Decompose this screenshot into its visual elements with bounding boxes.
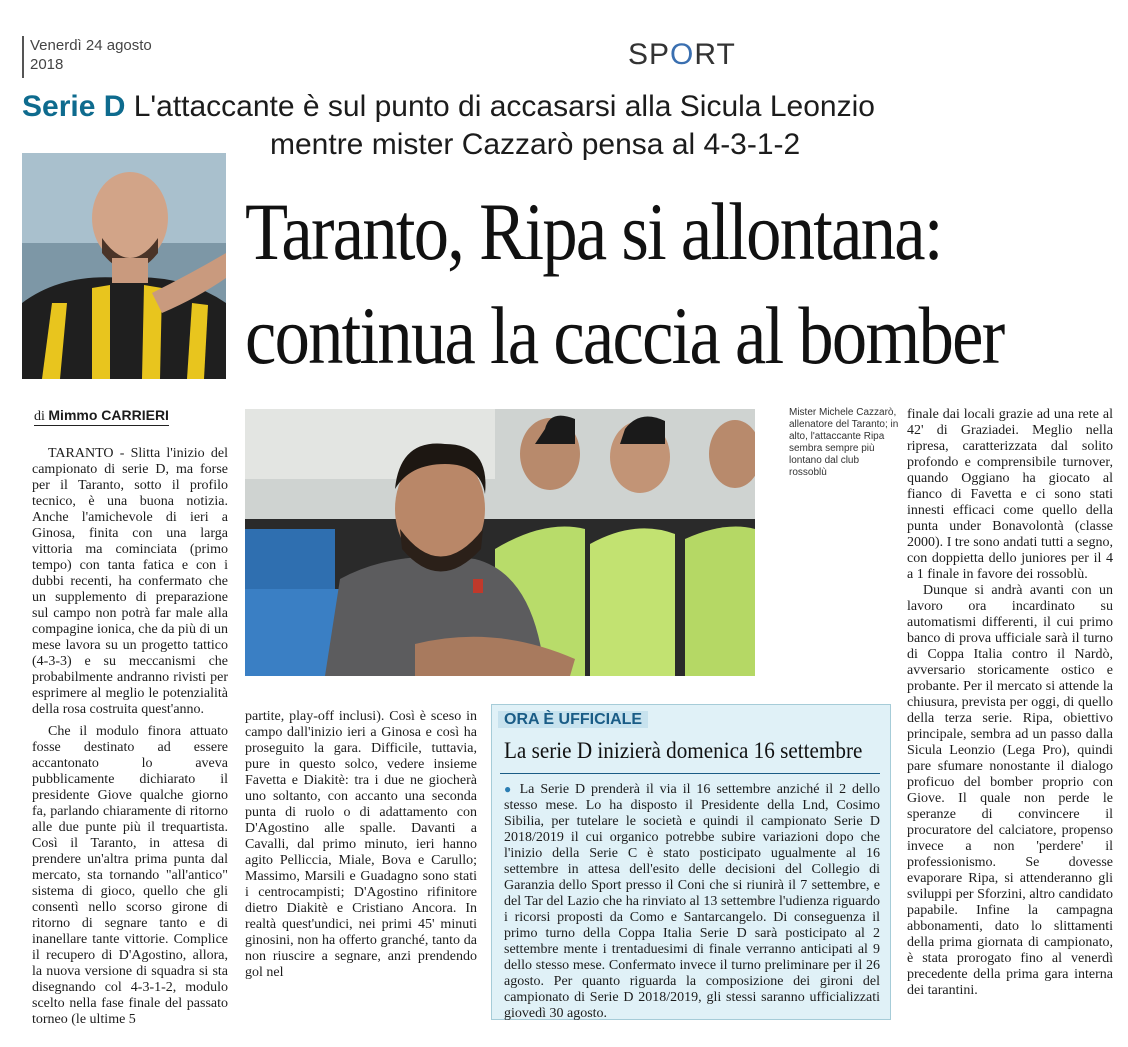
box-divider — [500, 773, 880, 774]
headline-line1: Taranto, Ripa si allontana: — [245, 186, 942, 277]
byline-author: Mimmo CARRIERI — [48, 407, 169, 423]
box-body — [504, 781, 880, 1022]
kicker: Serie D — [22, 90, 126, 123]
paragraph: partite, play-off inclusi). Così è sceso in campo dall'inizio ieri a Ginosa e così ha proseguito la gara. Difficile, tuttavia, pure in questo solco, vedere insieme Favetta e Diakitè: tra i due ne giocherà uno soltanto, con accanto una seconda punta di ruolo o di adattamento con D'Agostino alle spalle. Davanti a Cavalli, dal primo minuto, ieri hanno agito Pelliccia, Miale, Bova e Carullo; Massimo, Marsili e Guadagno sono stati i centrocampisti; D'Agostino rifinitore dietro Diakitè e Cristiano Ancora. In realtà quest'undici, nei primi 45' minuti ginosini, non ha offerto granché, tanto da non riuscire a segnare, anzi prendendo gol nel — [245, 709, 477, 980]
article-column-2 — [245, 709, 477, 981]
section-label-post: RT — [694, 38, 736, 71]
paragraph: Dunque si andrà avanti con un lavoro ora incardinato su automatismi differenti, il cui primo banco di prova ufficiale sarà il turno di Coppa Italia contro il Nardò, avversario storicamente ostico e probante. Per il mercato si attende la chiusura, prevista per oggi, di quello della terza serie. Ripa, obiettivo principale, sembra ad un passo dalla Sicula Leonzio (Lega Pro), quindi pare sfumare nonostante il dialogo proficuo del bomber proprio con Giove. Il quale non perde le speranze di convincere il procuratore del calciatore, propenso invece a non 'perdere' il professionismo. Se dovesse evaporare Ripa, si attenderanno gli sviluppi per Sforzini, altro candidato papabile. Infine la campagna abbonamenti, dato lo slittamenti della prima giornata di campionato, è stata prorogato fino al venerdì precedente della prima gara interna dei tarantini. — [907, 583, 1113, 998]
bullet-icon: ● — [504, 782, 514, 796]
date-line: Venerdì 24 agosto — [30, 37, 152, 54]
article-column-3 — [907, 407, 1113, 999]
box-body-text: La Serie D prenderà il via il 16 settembre anziché il 2 dello stesso mese. Lo ha disposto il Presidente della Lnd, Cosimo Sibilia, per tutelare le società e quindi il campionato Serie D 2018/2019 il cui organico potrebbe subire variazioni dopo che l'inizio della Serie C è stato posticipato ugualmente al 16 settembre in attesa dell'esito delle decisioni del Collegio di Garanzia dello Sport presso il Coni che si riunirà il 7 settembre, e del Tar del Lazio che ha rinviato al 13 settembre l'udienza riguardo i ricorsi proposti da Como e Santarcangelo. Di conseguenza il primo turno della Coppa Italia Serie D sarà posticipato al 2 settembre mente i trentaduesimi di finale verranno anticipati al 9 dello stesso mese. Confermato invece il turno preliminare per il 26 agosto. Per quanto riguarda la composizione dei gironi del campionato di Serie D 2018/2019, gli stessi saranno ufficializzati giovedì 30 agosto. — [504, 782, 881, 1021]
section-label-pre: SP — [628, 38, 671, 71]
box-title: La serie D inizierà domenica 16 settembre — [504, 738, 863, 763]
date-block — [22, 36, 190, 78]
byline-prefix: di — [34, 409, 45, 424]
overline-line2: mentre mister Cazzarò pensa al 4-3-1-2 — [270, 128, 801, 161]
sidebar-box — [491, 704, 891, 1020]
date-year: 2018 — [30, 56, 64, 73]
box-tag-label: ORA È UFFICIALE — [498, 711, 648, 728]
section-label — [628, 38, 736, 72]
headline — [245, 180, 1002, 388]
paragraph: Che il modulo finora attuato fosse destinato ad essere accantonato lo aveva pubblicamente dichiarato il presidente Giove qualche giorno fa, parlando chiaramente di ritorno alle due punte più il trequartista. Così il Taranto, in attesa di prendere un'altra prima punta dal mercato, sta tornando "all'antico" sistema di gioco, quello che gli consentì nello scorso girone di ritorno di segnare tanto e di inanellare tante vittorie. Complice il recupero di D'Agostino, allora, la nuova versione di squadra si sta disegnando col 4-3-1-2, modulo scelto nella fase finale del passato torneo (le ultime 5 — [32, 724, 228, 1027]
article-column-1 — [32, 446, 228, 1028]
paragraph: finale dai locali grazie ad una rete al 42' di Graziadei. Meglio nella ripresa, caratterizzata dal solito profondo e comprensibile turnover, quando Oggiano ha giocato al fianco di Favetta e ci sono stati innesti efficaci come quello della punta under Bonavolontà (classe 2000). I tre sono andati tutti a segno, con doppietta dello juniores per il 4 a 1 finale in favore dei rossoblù. — [907, 407, 1113, 582]
photo-caption: Mister Michele Cazzarò, allenatore del Taranto; in alto, l'attaccante Ripa sembra sempre più lontano dal club rossoblù — [789, 407, 899, 478]
paragraph: TARANTO - Slitta l'inizio del campionato di serie D, ma forse per il Taranto, sotto il profilo tecnico, è una buona notizia. Anche l'amichevole di ieri a Ginosa, finita con una larga vittoria ma cominciata (primo tempo) con tanta fatica e con i dubbi recenti, ha confermato che un supplemento di preparazione sul campo non potrà far male alla compagine ionica, che da più di un mese lavora su un progetto tattico (4-3-3) e su meccanismi che probabilmente andranno rivisti per esprimere al meglio le potenzialità della rosa costruita quest'anno. — [32, 446, 228, 717]
photo-cazzaro — [245, 409, 755, 676]
box-tag — [498, 709, 888, 731]
overline-line1: L'attaccante è sul punto di accasarsi alla Sicula Leonzio — [133, 90, 875, 123]
photo-ripa — [22, 153, 226, 379]
section-label-o: O — [670, 38, 695, 71]
headline-line2: continua la caccia al bomber — [245, 290, 1004, 381]
byline — [34, 407, 169, 426]
